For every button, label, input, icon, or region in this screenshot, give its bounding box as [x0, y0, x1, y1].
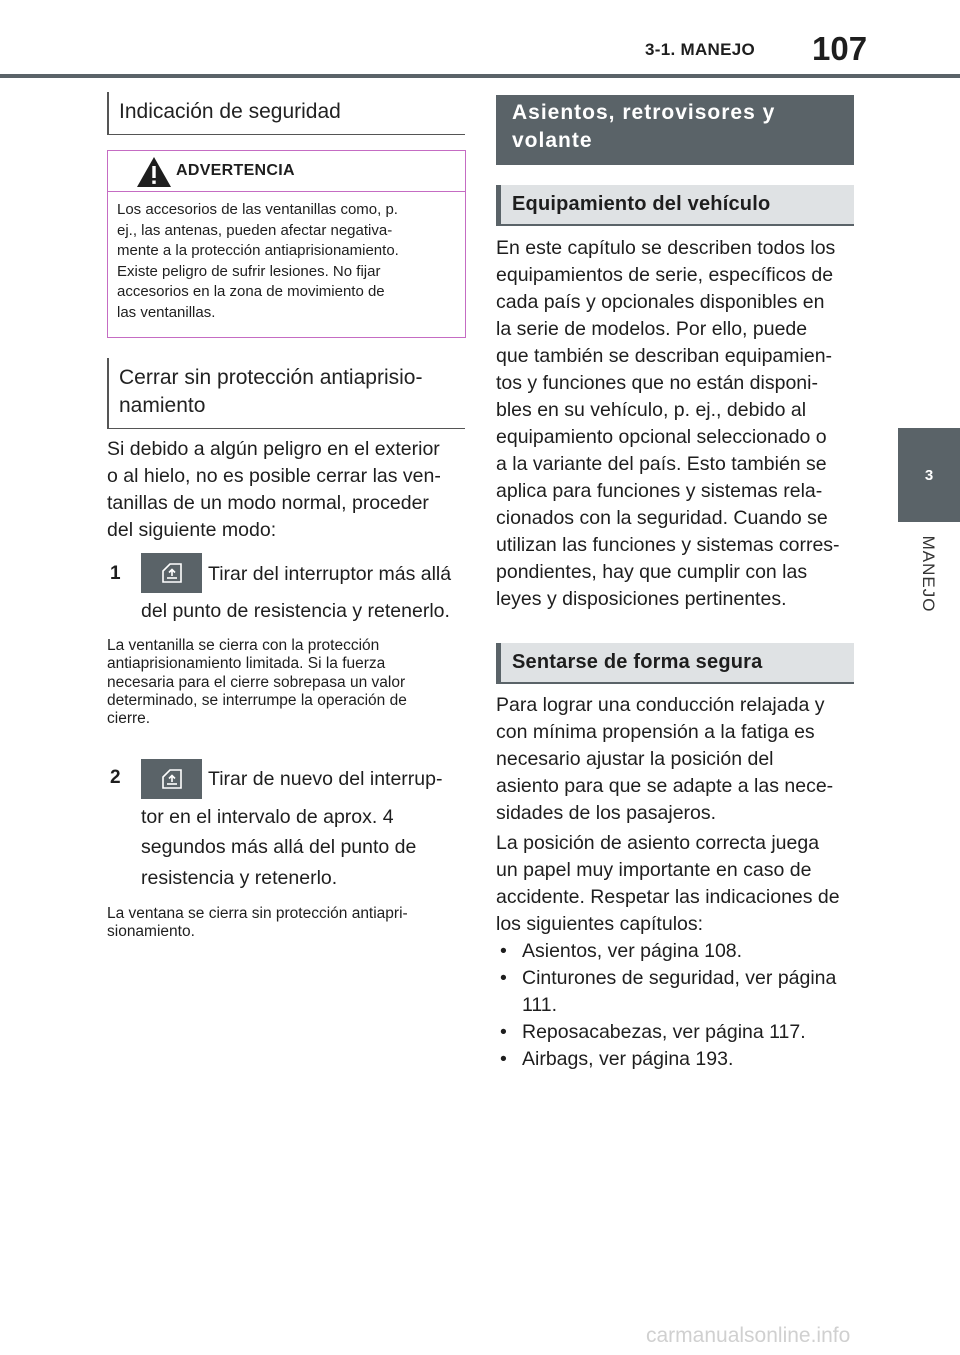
running-header: 3-1. MANEJO: [645, 40, 756, 59]
warning-line: Los accesorios de las ventanillas como, p.: [117, 201, 398, 218]
text-line: antiaprisionamiento limitada. Si la fuerza: [107, 655, 386, 673]
warning-title: ADVERTENCIA: [176, 162, 295, 179]
text-line: La ventanilla se cierra con la protección: [107, 637, 380, 654]
text-line: del siguiente modo:: [107, 519, 277, 541]
step-1-text-cont: del punto de resistencia y retenerlo.: [141, 600, 450, 622]
list-item-text: • Cinturones de seguridad, ver página: [522, 967, 837, 989]
text-line: asiento para que se adapte a las nece-: [496, 775, 834, 797]
warning-text: [108, 192, 465, 323]
text-line: necesaria para el cierre sobrepasa un valor: [107, 673, 406, 691]
text-line: La posición de asiento correcta juega: [496, 832, 820, 854]
watermark: carmanualsonline.info: [646, 1324, 851, 1347]
step-2-text: Tirar de nuevo del interrup-: [208, 768, 443, 790]
section-heading-equipment: [496, 185, 854, 226]
text-line: bles en su vehículo, p. ej., debido al: [496, 399, 807, 421]
seating-paragraph-2: [496, 830, 856, 938]
close-without-protection-heading: [107, 358, 465, 429]
warning-header: [108, 151, 465, 192]
text-line: tos y funciones que no están disponi-: [496, 372, 818, 394]
chapter-reference-list: [496, 938, 856, 1073]
text-line: Si debido a algún peligro en el exterior: [107, 438, 440, 460]
heading-line: Cerrar sin protección antiaprisio-: [119, 366, 423, 389]
section-heading-seating: [496, 643, 854, 684]
step-2-number: 2: [110, 767, 121, 788]
equipment-paragraph: [496, 235, 856, 613]
seating-paragraph-1: [496, 692, 856, 827]
text-line: utilizan las funciones y sistemas corres-: [496, 534, 840, 556]
text-line: necesario ajustar la posición del: [496, 748, 774, 770]
list-item: [496, 1046, 856, 1073]
text-line: equipamientos de serie, específicos de: [496, 264, 834, 286]
text-line: un papel muy importante en caso de: [496, 859, 812, 881]
text-line: pondientes, hay que cumplir con las: [496, 561, 808, 583]
text-line: a la variante del país. Esto también se: [496, 453, 827, 475]
warning-line: Existe peligro de sufrir lesiones. No fijar: [117, 262, 381, 280]
text-line: cada país y opcionales disponibles en: [496, 291, 825, 313]
text-line: Para lograr una conducción relajada y: [496, 694, 825, 716]
intro-paragraph: [107, 436, 467, 544]
step-2-text-cont: tor en el intervalo de aprox. 4: [141, 806, 394, 828]
warning-box: [107, 150, 466, 338]
text-line: tanillas de un modo normal, proceder: [107, 492, 429, 514]
safety-heading-text: Indicación de seguridad: [119, 100, 341, 123]
text-line: los siguientes capítulos:: [496, 913, 704, 935]
step-2-text-cont: segundos más allá del punto de: [141, 836, 417, 858]
list-item: [496, 938, 856, 965]
warning-line: ej., las antenas, pueden afectar negativa-: [117, 221, 393, 239]
heading-line: namiento: [119, 394, 206, 417]
list-item-text: • Reposacabezas, ver página 117.: [522, 1021, 806, 1043]
text-line: La ventana se cierra sin protección antiapri-: [107, 905, 408, 922]
text-line: equipamiento opcional seleccionado o: [496, 426, 827, 448]
list-item-text: • Airbags, ver página 193.: [522, 1048, 734, 1070]
list-item-text: • Asientos, ver página 108.: [522, 940, 743, 962]
chapter-tab[interactable]: [898, 428, 960, 522]
text-line: cierre.: [107, 710, 151, 728]
window-switch-icon: [141, 553, 202, 593]
text-line: sionamiento.: [107, 923, 195, 941]
warning-line: mente a la protección antiaprisionamiento.: [117, 242, 399, 259]
text-line: determinado, se interrumpe la operación de: [107, 691, 407, 709]
step-2-text-cont: resistencia y retenerlo.: [141, 867, 338, 889]
header-rule: [0, 74, 960, 78]
chapter-tab-text: MANEJO: [919, 535, 938, 613]
text-line: o al hielo, no es posible cerrar las ven-: [107, 465, 441, 487]
text-line: la serie de modelos. Por ello, puede: [496, 318, 808, 340]
text-line: En este capítulo se describen todos los: [496, 237, 836, 259]
list-item-text: 111.: [522, 994, 558, 1016]
step-1-text: Tirar del interruptor más allá: [208, 563, 452, 585]
chapter-tab-label: [897, 522, 959, 626]
chapter-title: [496, 95, 854, 165]
step-1-number: 1: [110, 563, 121, 584]
text-line: sidades de los pasajeros.: [496, 802, 717, 824]
text-line: leyes y disposiciones pertinentes.: [496, 588, 787, 610]
list-item: [496, 965, 856, 1019]
step-2-note: [107, 905, 463, 942]
section-heading-text: Equipamiento del vehículo: [512, 193, 771, 215]
chapter-title-line: Asientos, retrovisores y: [512, 101, 776, 124]
warning-triangle-icon: [136, 156, 172, 188]
text-line: cionados con la seguridad. Cuando se: [496, 507, 828, 529]
list-item: [496, 1019, 856, 1046]
warning-line: accesorios en la zona de movimiento de: [117, 283, 385, 300]
page-number: 107: [812, 30, 868, 67]
text-line: con mínima propensión a la fatiga es: [496, 721, 815, 743]
warning-line: las ventanillas.: [117, 303, 216, 321]
chapter-title-line: volante: [512, 129, 593, 152]
text-line: que también se describan equipamien-: [496, 345, 833, 367]
text-line: accidente. Respetar las indicaciones de: [496, 886, 840, 908]
step-1-note: [107, 637, 463, 728]
window-switch-icon: [141, 759, 202, 799]
text-line: aplica para funciones y sistemas rela-: [496, 480, 823, 502]
safety-heading: [107, 92, 465, 135]
section-heading-text: Sentarse de forma segura: [512, 651, 763, 673]
chapter-tab-number: 3: [924, 466, 934, 484]
